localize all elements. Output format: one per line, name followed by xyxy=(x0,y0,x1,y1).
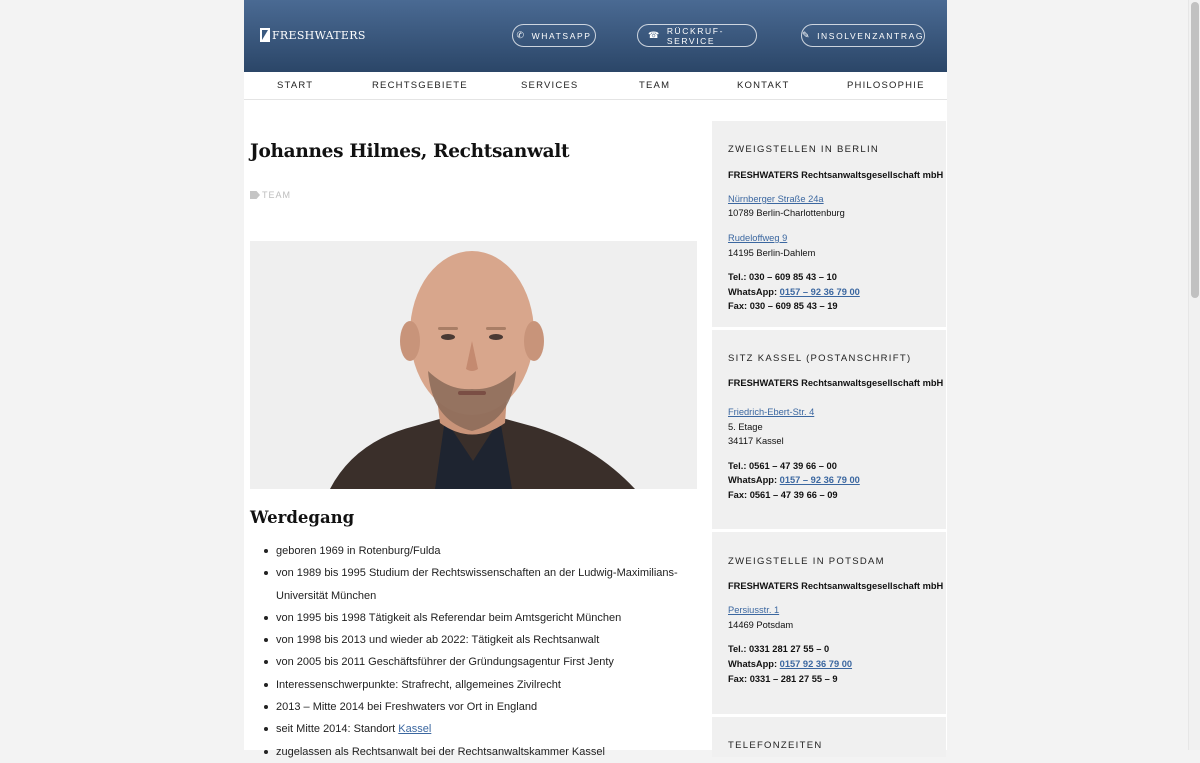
kassel-heading: SITZ KASSEL (POSTANSCHRIFT) xyxy=(728,353,912,364)
berlin-address-2 xyxy=(728,231,787,245)
berlin-city-1: 10789 Berlin-Charlottenburg xyxy=(728,208,845,218)
phone-icon: ☎ xyxy=(648,30,661,40)
insolvency-button-label: INSOLVENZANTRAG xyxy=(817,30,925,41)
kassel-address xyxy=(728,405,814,419)
nav-item-philosophie[interactable]: PHILOSOPHIE xyxy=(847,80,925,91)
potsdam-fax: Fax: 0331 – 281 27 55 – 9 xyxy=(728,674,838,684)
berlin-fax: Fax: 030 – 609 85 43 – 19 xyxy=(728,301,838,311)
callback-button-label: RÜCKRUF-SERVICE xyxy=(666,25,724,46)
logo-text: FRESHWATERS xyxy=(272,28,366,42)
sidebar-box-berlin xyxy=(712,121,946,327)
whatsapp-icon: ✆ xyxy=(516,30,526,40)
berlin-tel: Tel.: 030 – 609 85 43 – 10 xyxy=(728,272,837,282)
kassel-tel: Tel.: 0561 – 47 39 66 – 00 xyxy=(728,461,837,471)
page-title: Johannes Hilmes, Rechtsanwalt xyxy=(250,141,570,162)
site-header xyxy=(244,0,947,72)
list-item: zugelassen als Rechtsanwalt bei der Rechtsanwaltskammer Kassel xyxy=(263,741,703,763)
list-item: von 1995 bis 1998 Tätigkeit als Referendar beim Amtsgericht München xyxy=(263,607,703,629)
berlin-address-2-link[interactable]: Rudeloffweg 9 xyxy=(728,233,788,243)
list-item: von 1998 bis 2013 und wieder ab 2022: Tätigkeit als Rechtsanwalt xyxy=(263,629,703,651)
portrait-illustration xyxy=(250,241,697,489)
telefonzeiten-heading: TELEFONZEITEN xyxy=(728,740,823,751)
kassel-floor: 5. Etage xyxy=(728,422,763,432)
scrollbar-thumb[interactable] xyxy=(1191,2,1199,298)
potsdam-heading: ZWEIGSTELLE IN POTSDAM xyxy=(728,556,885,567)
callback-button[interactable] xyxy=(637,24,757,47)
logo-icon xyxy=(260,28,270,42)
kassel-whatsapp xyxy=(728,473,860,487)
potsdam-address xyxy=(728,603,779,617)
potsdam-whatsapp xyxy=(728,657,852,671)
nav-item-kontakt[interactable]: KONTAKT xyxy=(737,80,790,91)
career-list xyxy=(263,540,703,763)
nav-item-rechtsgebiete[interactable]: RECHTSGEBIETE xyxy=(372,80,468,91)
potsdam-whatsapp-link[interactable]: 0157 92 36 79 00 xyxy=(779,659,853,669)
potsdam-whatsapp-label: WhatsApp: xyxy=(728,659,780,669)
list-item xyxy=(263,718,703,740)
berlin-address-1-link[interactable]: Nürnberger Straße 24a xyxy=(728,194,824,204)
list-item: von 1989 bis 1995 Studium der Rechtswissenschaften an der Ludwig-Maximilians-Universität München xyxy=(263,562,703,607)
portrait-photo xyxy=(250,241,697,489)
insolvency-request-button[interactable] xyxy=(801,24,925,47)
career-heading: Werdegang xyxy=(250,508,355,527)
berlin-whatsapp-link[interactable]: 0157 – 92 36 79 00 xyxy=(779,287,860,297)
sidebar-box-telefonzeiten xyxy=(712,717,946,757)
berlin-address-1 xyxy=(728,192,824,206)
whatsapp-button-label: WHATSAPP xyxy=(531,30,592,41)
whatsapp-button[interactable] xyxy=(512,24,596,47)
edit-icon: ✎ xyxy=(801,30,812,40)
kassel-city: 34117 Kassel xyxy=(728,436,784,446)
berlin-whatsapp-label: WhatsApp: xyxy=(728,287,780,297)
list-item: von 2005 bis 2011 Geschäftsführer der Gründungsagentur First Jenty xyxy=(263,651,703,673)
kassel-whatsapp-label: WhatsApp: xyxy=(728,475,780,485)
category-tag[interactable] xyxy=(250,190,291,200)
list-item: 2013 – Mitte 2014 bei Freshwaters vor Ort in England xyxy=(263,696,703,718)
sidebar-box-potsdam xyxy=(712,532,946,714)
potsdam-address-link[interactable]: Persiusstr. 1 xyxy=(728,605,780,615)
potsdam-company: FRESHWATERS Rechtsanwaltsgesellschaft mbH xyxy=(728,581,944,591)
berlin-company: FRESHWATERS Rechtsanwaltsgesellschaft mbH xyxy=(728,170,944,180)
kassel-address-link[interactable]: Friedrich-Ebert-Str. 4 xyxy=(728,407,815,417)
berlin-city-2: 14195 Berlin-Dahlem xyxy=(728,248,816,258)
list-item-text: seit Mitte 2014: Standort xyxy=(276,723,399,736)
nav-item-start[interactable]: START xyxy=(277,80,314,91)
page xyxy=(244,0,947,758)
kassel-fax: Fax: 0561 – 47 39 66 – 09 xyxy=(728,490,838,500)
nav-item-team[interactable]: TEAM xyxy=(639,80,671,91)
kassel-link[interactable]: Kassel xyxy=(398,723,432,736)
potsdam-tel: Tel.: 0331 281 27 55 – 0 xyxy=(728,644,830,654)
page-scrollbar[interactable] xyxy=(1188,0,1200,750)
kassel-company: FRESHWATERS Rechtsanwaltsgesellschaft mbH xyxy=(728,378,944,388)
potsdam-city: 14469 Potsdam xyxy=(728,620,794,630)
site-logo[interactable] xyxy=(260,28,366,42)
list-item: Interessenschwerpunkte: Strafrecht, allgemeines Zivilrecht xyxy=(263,674,703,696)
list-item: geboren 1969 in Rotenburg/Fulda xyxy=(263,540,703,562)
berlin-whatsapp xyxy=(728,285,860,299)
main-nav xyxy=(244,72,947,100)
sidebar-box-kassel xyxy=(712,330,946,529)
kassel-whatsapp-link[interactable]: 0157 – 92 36 79 00 xyxy=(779,475,860,485)
nav-item-services[interactable]: SERVICES xyxy=(521,80,579,91)
category-tag-label: TEAM xyxy=(262,190,292,200)
tag-icon xyxy=(250,191,260,199)
berlin-heading: ZWEIGSTELLEN IN BERLIN xyxy=(728,144,880,155)
